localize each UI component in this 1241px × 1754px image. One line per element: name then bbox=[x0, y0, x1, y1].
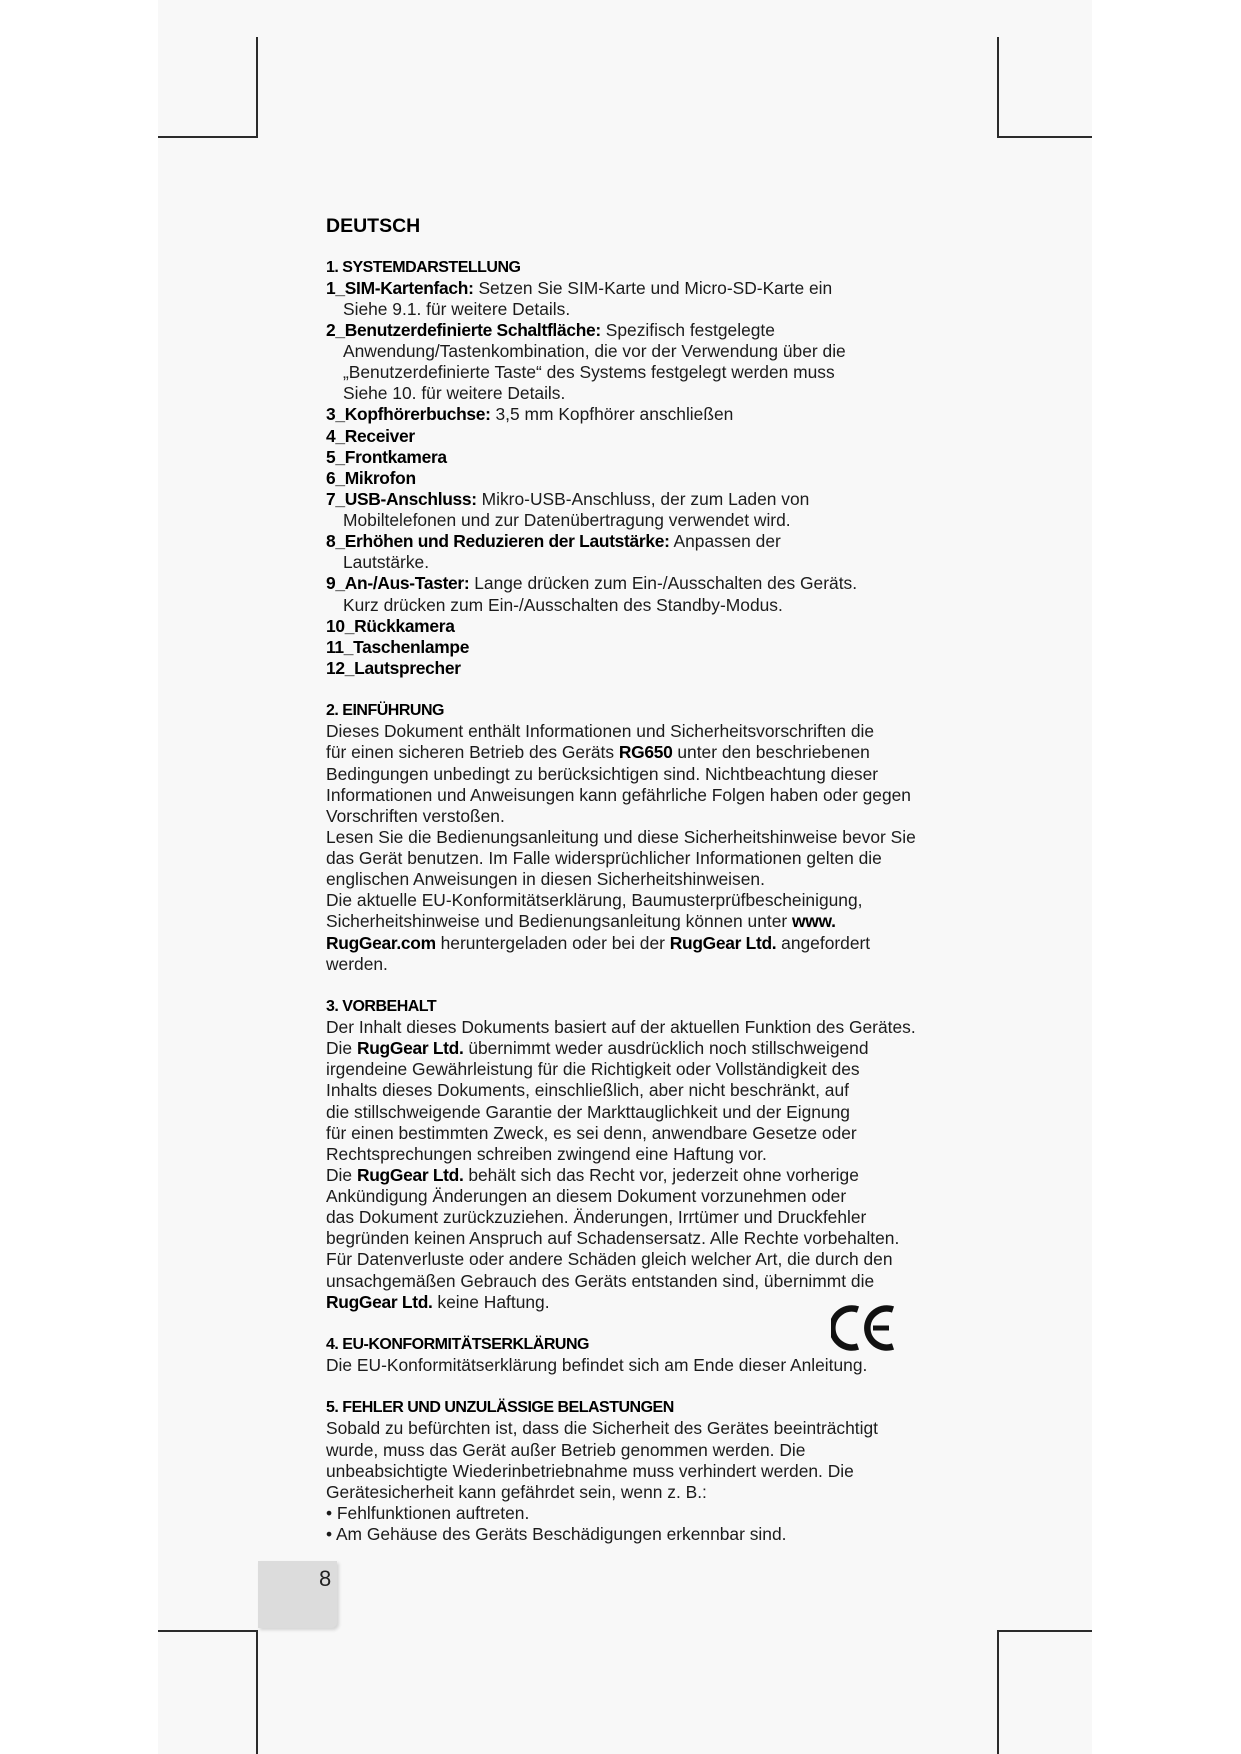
paragraph bbox=[326, 827, 1046, 890]
component-description: Lange drücken zum Ein-/Ausschalten des Geräts. Kurz drücken zum Ein-/Ausschalten des Standby-Modus. bbox=[343, 573, 858, 615]
component-label: 2_Benutzerdefinierte Schaltfläche: bbox=[326, 319, 601, 340]
component-description: 3,5 mm Kopfhörer anschließen bbox=[495, 404, 734, 425]
component-label: 1_SIM-Kartenfach: bbox=[326, 277, 474, 298]
component-item bbox=[326, 468, 1046, 489]
paragraph-text: Die bbox=[326, 1164, 353, 1185]
crop-mark-bottom-right-horizontal bbox=[997, 1630, 1092, 1632]
paragraph-text: Lesen Sie die Bedienungsanleitung und diese Sicherheitshinweise bevor Sie das Gerät benutzen. Im Falle widersprüchlicher Informationen gelten die englischen Anweisungen in diesen Sicherheitshinweisen. bbox=[326, 826, 916, 890]
website-address: www. RugGear.com bbox=[326, 911, 836, 953]
component-label: 6_Mikrofon bbox=[326, 467, 416, 488]
company-name: RugGear Ltd. bbox=[356, 1038, 464, 1059]
section-introduction bbox=[326, 700, 1046, 975]
component-item bbox=[326, 658, 1046, 679]
language-heading: DEUTSCH bbox=[326, 215, 421, 237]
crop-mark-bottom-left-horizontal bbox=[158, 1630, 258, 1632]
section-system-overview bbox=[326, 257, 1046, 680]
component-description: Mikro-USB-Anschluss, der zum Laden von Mobiltelefonen und zur Datenübertragung verwendet wird. bbox=[343, 488, 810, 531]
bullet-item bbox=[326, 1524, 1046, 1545]
paragraph-text: Die aktuelle EU-Konformitätserklärung, Baumusterprüfbescheinigung, Sicherheitshinweise und Bedienungsanleitung können unter bbox=[326, 890, 863, 932]
section-faults bbox=[326, 1397, 1046, 1545]
ce-mark-c-shape bbox=[832, 1309, 858, 1348]
crop-mark-bottom-right-vertical bbox=[997, 1630, 999, 1754]
paragraph bbox=[326, 1017, 1046, 1165]
component-description: Anpassen der Lautstärke. bbox=[343, 531, 781, 573]
component-item bbox=[326, 320, 1046, 405]
crop-mark-bottom-left-vertical bbox=[256, 1630, 258, 1754]
component-label: 8_Erhöhen und Reduzieren der Lautstärke: bbox=[326, 531, 670, 552]
paragraph-text: übernimmt weder ausdrücklich noch stillschweigend irgendeine Gewährleistung für die Richtigkeit oder Vollständigkeit des Inhalts dieses Dokuments, einschließlich, aber nicht beschränkt, auf die stillschweigende Garantie der Markttauglichkeit und der Eignung für einen bestimmten Zweck, es sei denn, anwendbare Gesetze oder Rechtsprechungen schreiben zwingend eine Haftung vor. bbox=[326, 1038, 869, 1164]
component-label: 12_Lautsprecher bbox=[326, 657, 461, 678]
page-number: 8 bbox=[319, 1566, 332, 1591]
company-name: RugGear Ltd. bbox=[356, 1164, 464, 1185]
component-item bbox=[326, 616, 1046, 637]
company-name: RugGear Ltd. bbox=[669, 932, 777, 953]
component-description: Setzen Sie SIM-Karte und Micro-SD-Karte ein Siehe 9.1. für weitere Details. bbox=[343, 277, 833, 319]
paragraph-text: keine Haftung. bbox=[437, 1291, 550, 1312]
component-item bbox=[326, 447, 1046, 468]
paragraph-text: behält sich das Recht vor, jederzeit ohne vorherige Ankündigung Änderungen an diesem Dokument vorzunehmen oder das Dokument zurückzuziehen. Änderungen, Irrtümer und Druckfehler begründen keinen Anspruch auf Schadensersatz. Alle Rechte vorbehalten. Für Datenverluste oder andere Schäden gleich welcher Art, die durch den unsachgemäßen Gebrauch des Geräts entstanden sind, übernimmt die bbox=[326, 1164, 900, 1291]
section-disclaimer bbox=[326, 996, 1046, 1313]
section-heading: 4. EU-KONFORMITÄTSERKLÄRUNG bbox=[326, 1335, 589, 1353]
paragraph bbox=[326, 1355, 1046, 1376]
component-label: 4_Receiver bbox=[326, 425, 415, 446]
component-label: 5_Frontkamera bbox=[326, 446, 447, 467]
paragraph bbox=[326, 1165, 1046, 1313]
paragraph-text: Der Inhalt dieses Dokuments basiert auf der aktuellen Funktion des Gerätes. Die bbox=[326, 1017, 916, 1059]
company-name: RugGear Ltd. bbox=[326, 1291, 433, 1312]
paragraph-text: Dieses Dokument enthält Informationen und Sicherheitsvorschriften die für einen sicheren Betrieb des Geräts bbox=[326, 721, 875, 763]
component-label: 10_Rückkamera bbox=[326, 615, 455, 636]
component-item bbox=[326, 531, 1046, 573]
component-item bbox=[326, 278, 1046, 320]
component-item bbox=[326, 426, 1046, 447]
paragraph bbox=[326, 890, 1046, 975]
bullet-text: • Fehlfunktionen auftreten. bbox=[326, 1502, 530, 1523]
component-label: 9_An-/Aus-Taster: bbox=[326, 573, 470, 594]
component-item bbox=[326, 404, 1046, 425]
section-eu-conformity bbox=[326, 1334, 1046, 1376]
crop-mark-top-right-horizontal bbox=[997, 136, 1092, 138]
crop-mark-top-left-horizontal bbox=[158, 136, 258, 138]
paragraph bbox=[326, 721, 1046, 827]
component-item bbox=[326, 573, 1046, 615]
model-name: RG650 bbox=[618, 742, 673, 763]
paragraph-text: unter den beschriebenen Bedingungen unbedingt zu berücksichtigen sind. Nichtbeachtung dieser Informationen und Anweisungen kann gefährliche Folgen haben oder gegen Vorschriften verstoßen. bbox=[326, 742, 911, 826]
component-label: 7_USB-Anschluss: bbox=[326, 488, 477, 509]
component-description: Spezifisch festgelegte Anwendung/Tastenkombination, die vor der Verwendung über die „Benutzerdefinierte Taste“ des Systems festgelegt werden muss Siehe 10. für weitere Details. bbox=[343, 319, 846, 404]
component-item bbox=[326, 489, 1046, 531]
section-heading: 1. SYSTEMDARSTELLUNG bbox=[326, 258, 521, 276]
bullet-item bbox=[326, 1503, 1046, 1524]
component-label: 11_Taschenlampe bbox=[326, 636, 470, 657]
paragraph-text: heruntergeladen oder bei der bbox=[440, 932, 665, 953]
component-label: 3_Kopfhörerbuchse: bbox=[326, 404, 491, 425]
section-heading: 2. EINFÜHRUNG bbox=[326, 702, 444, 720]
document-body bbox=[326, 257, 1046, 1546]
crop-mark-top-right-vertical bbox=[997, 37, 999, 138]
section-heading: 5. FEHLER UND UNZULÄSSIGE BELASTUNGEN bbox=[326, 1399, 674, 1417]
paragraph-text: Die EU-Konformitätserklärung befindet sich am Ende dieser Anleitung. bbox=[326, 1355, 868, 1376]
component-item bbox=[326, 637, 1046, 658]
bullet-text: • Am Gehäuse des Geräts Beschädigungen erkennbar sind. bbox=[326, 1524, 787, 1545]
section-heading: 3. VORBEHALT bbox=[326, 997, 437, 1015]
paragraph bbox=[326, 1418, 1046, 1503]
crop-mark-top-left-vertical bbox=[256, 37, 258, 138]
paragraph-text: Sobald zu befürchten ist, dass die Sicherheit des Gerätes beeinträchtigt wurde, muss das Gerät außer Betrieb genommen werden. Die unbeabsichtigte Wiederinbetriebnahme muss verhindert werden. Die Gerätesicherheit kann gefährdet sein, wenn z. B.: bbox=[326, 1418, 878, 1502]
paragraph-text: angefordert werden. bbox=[326, 932, 871, 974]
page-number-tab bbox=[258, 1561, 337, 1628]
ce-mark-logo bbox=[831, 1303, 899, 1353]
